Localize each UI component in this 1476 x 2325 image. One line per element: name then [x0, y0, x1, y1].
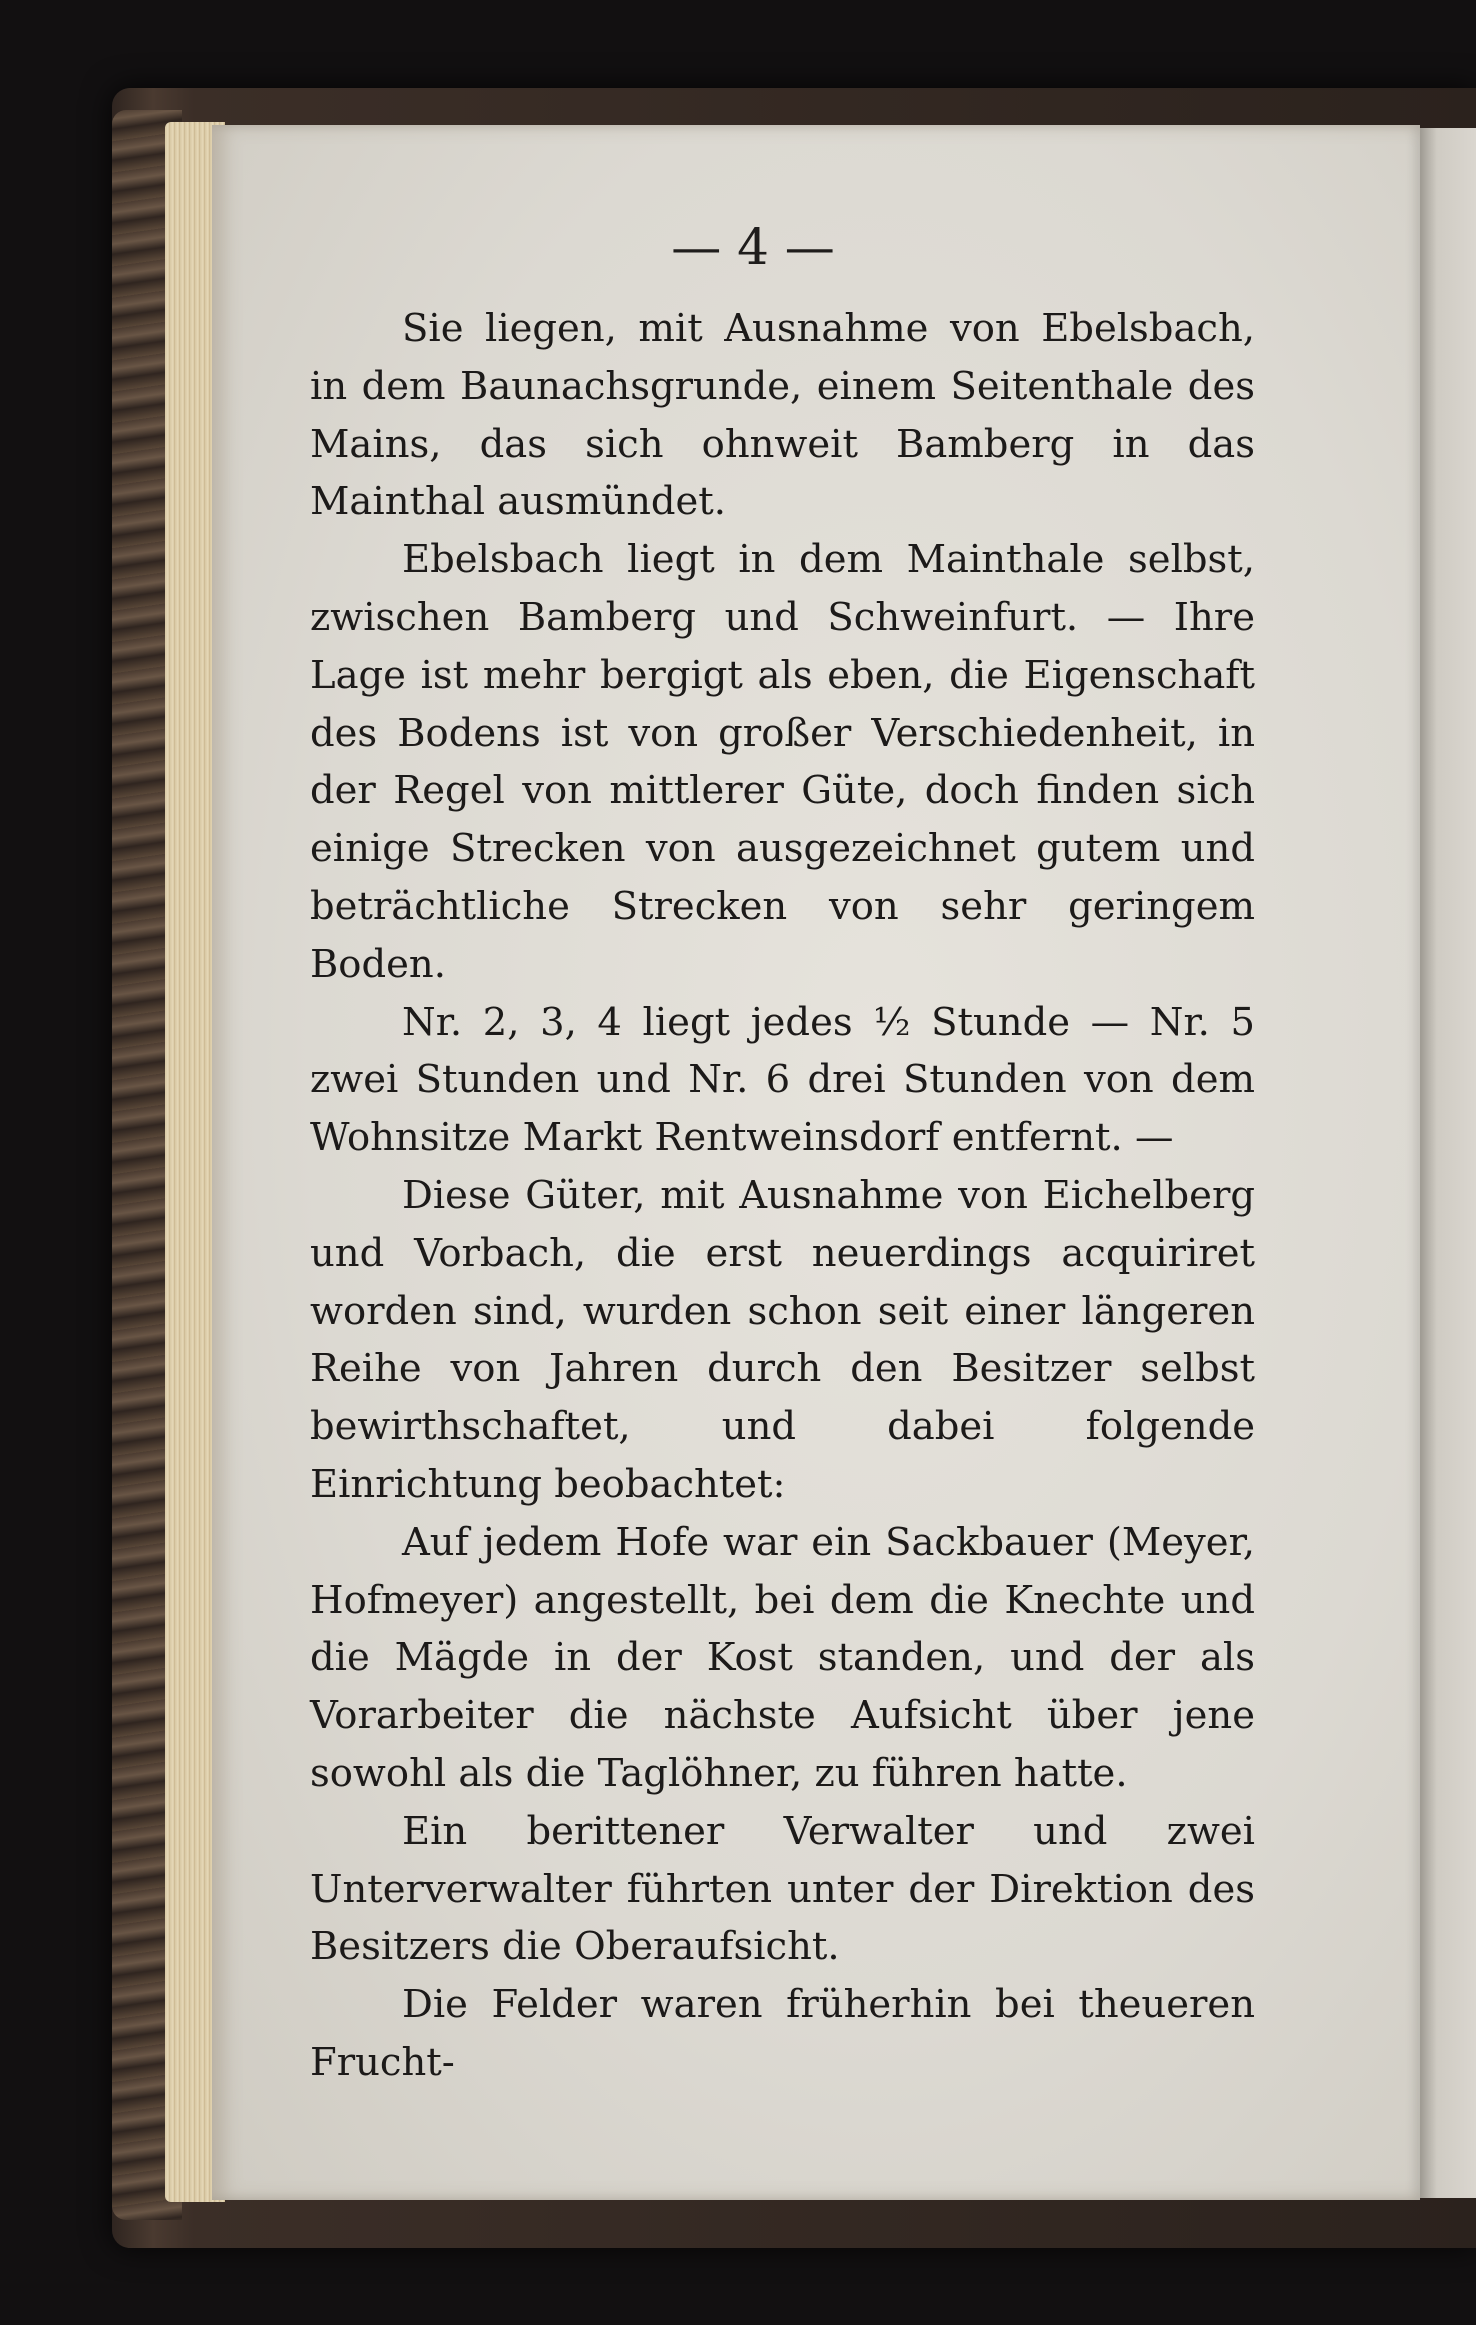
paragraph: Auf jedem Hofe war ein Sackbauer (Meyer, Hofmeyer) angestellt, bei dem die Knechte und die Mägde in der Kost standen, und der als Vorarbeiter die nächste Aufsicht über jene sowohl als die Taglöhner, zu führen hatte.	[310, 1519, 1255, 1796]
paragraph: Die Felder waren früherhin bei theueren Frucht-	[310, 1982, 1255, 2085]
paragraph: Nr. 2, 3, 4 liegt jedes ½ Stunde — Nr. 5 zwei Stunden und Nr. 6 drei Stunden von dem Wohnsitze Markt Rentweinsdorf entfernt. —	[310, 999, 1255, 1161]
paragraph: Diese Güter, mit Ausnahme von Eichelberg und Vorbach, die erst neuerdings acquiriret worden sind, wurden schon seit einer längeren Reihe von Jahren durch den Besitzer selbst bewirthschaftet, und dabei folgende Einrichtung beobachtet:	[310, 1172, 1255, 1507]
page-body	[310, 300, 1255, 2092]
paragraph: Ein berittener Verwalter und zwei Unterverwalter führten unter der Direktion des Besitzers die Oberaufsicht.	[310, 1808, 1255, 1970]
paragraph: Ebelsbach liegt in dem Mainthale selbst, zwischen Bamberg und Schweinfurt. — Ihre Lage ist mehr bergigt als eben, die Eigenschaft des Bodens ist von großer Verschiedenheit, in der Regel von mittlerer Güte, doch finden sich einige Strecken von ausgezeichnet gutem und beträchtliche Strecken von sehr geringem Boden.	[310, 537, 1255, 987]
paragraph: Sie liegen, mit Ausnahme von Ebelsbach, in dem Baunachsgrunde, einem Seitenthale des Mains, das sich ohnweit Bamberg in das Mainthal ausmündet.	[310, 306, 1255, 525]
page-number: — 4 —	[671, 218, 835, 276]
adjacent-page	[1420, 128, 1476, 2198]
